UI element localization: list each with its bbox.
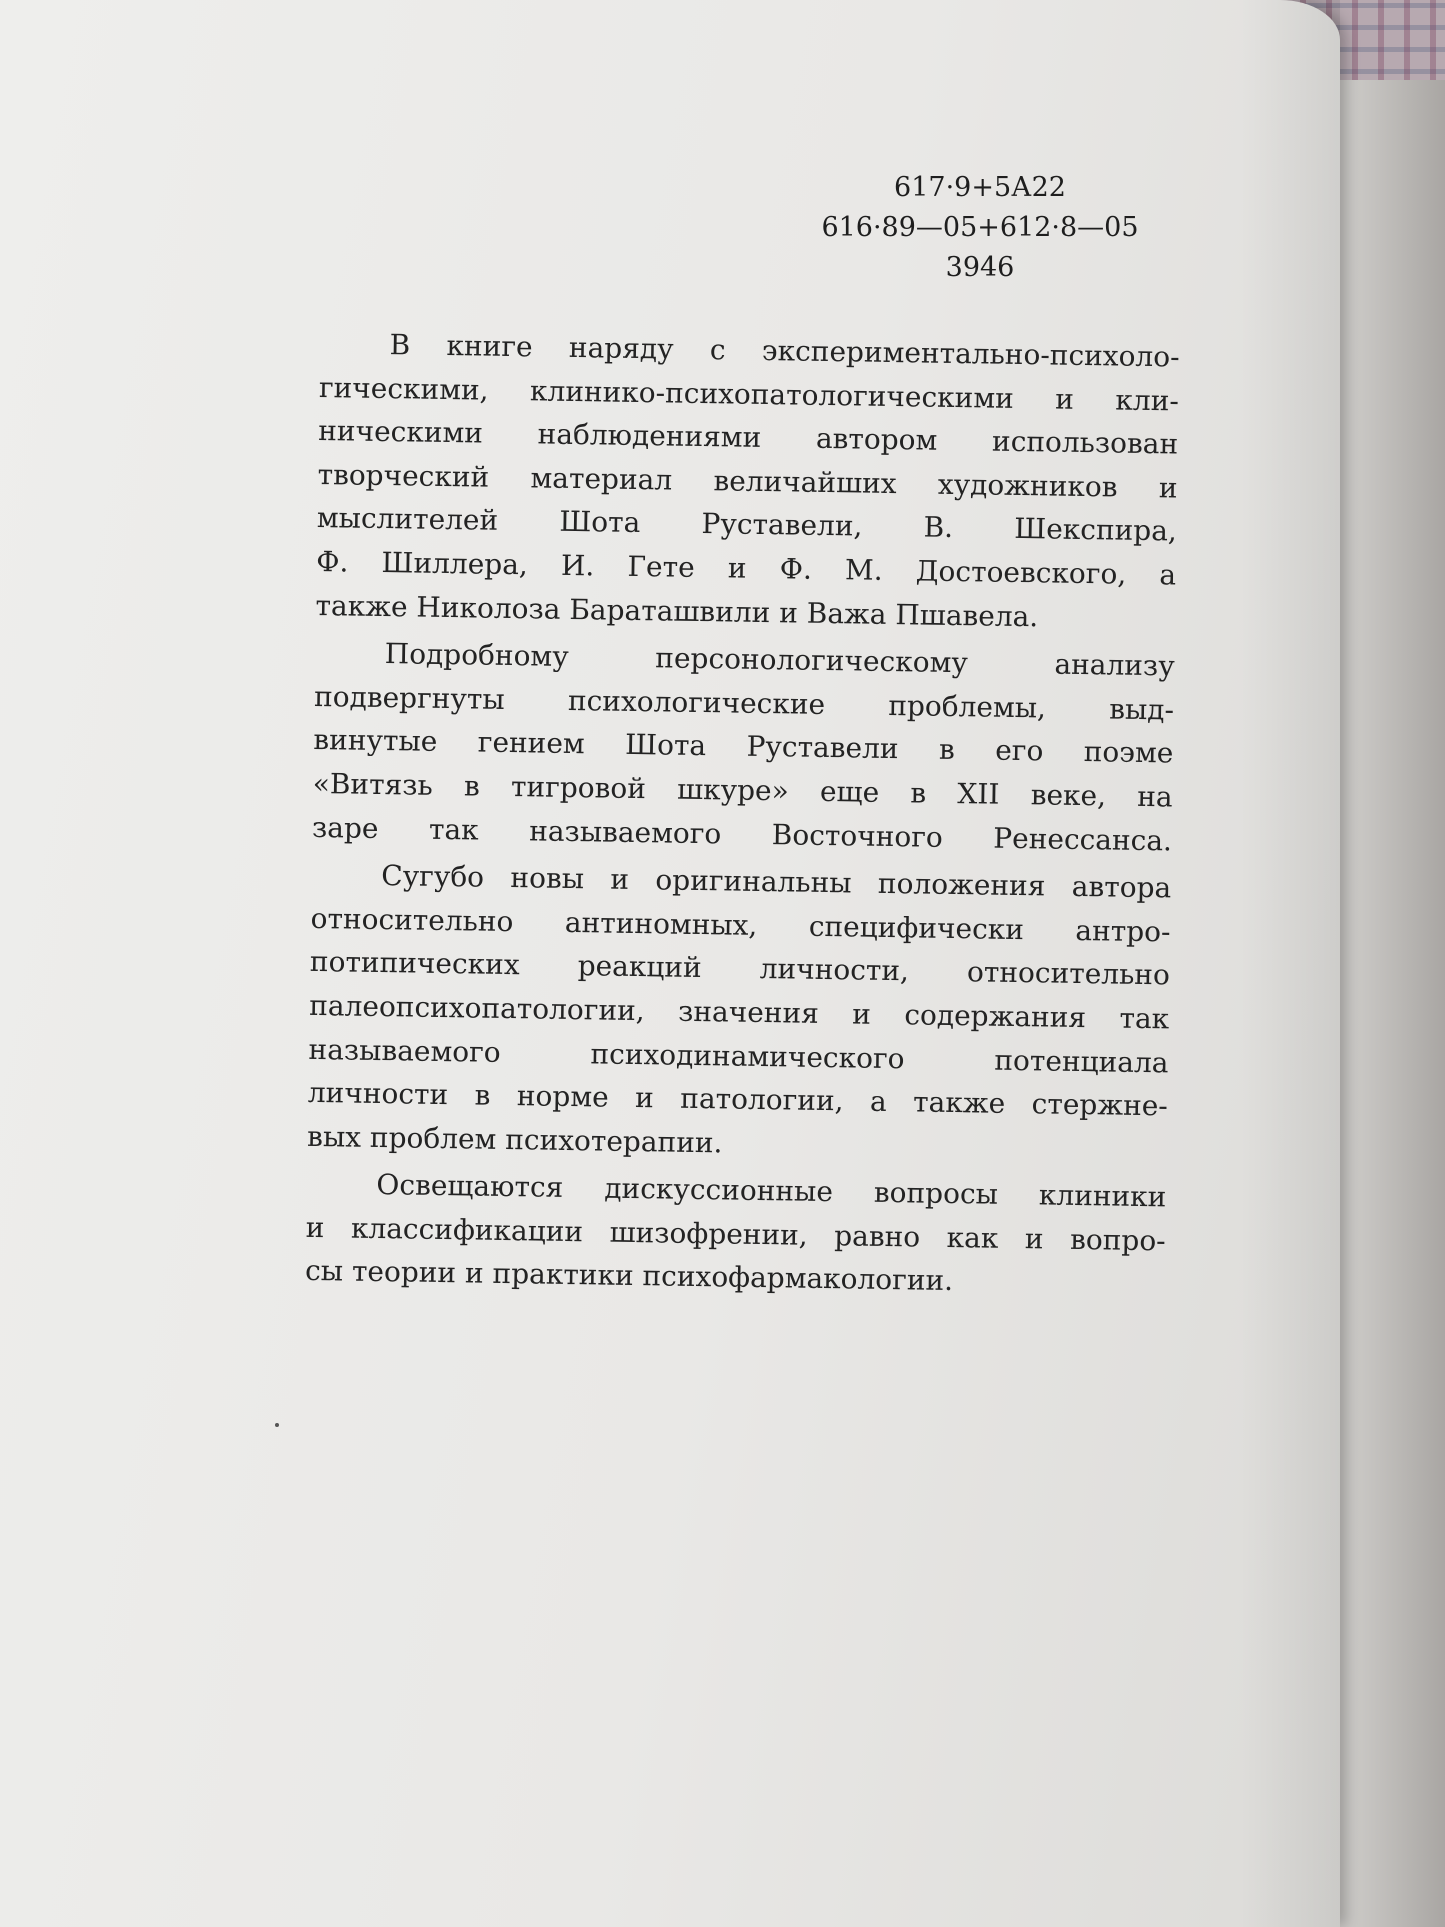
text-line: мыслителей Шота Руставели, В. Шекспира, <box>316 501 1178 548</box>
text-line: Сугубо новы и оригинальны положения автора <box>381 859 1172 905</box>
text-line: «Витязь в тигровой шкуре» еще в XII веке, на <box>312 766 1173 814</box>
text-line: личности в норме и патологии, а также стержне- <box>307 1076 1169 1123</box>
classification-line: 617·9+5А22 <box>894 172 1066 203</box>
text-line: заре так называемого Восточного Ренессанса. <box>311 810 1173 857</box>
text-line: Освещаются дискуссионные вопросы клиники <box>376 1168 1167 1214</box>
text-line: Подробному персонологическому анализу <box>384 637 1175 683</box>
text-line: также Николоза Бараташвили и Важа Пшавела. <box>315 588 1039 633</box>
classification-line: 616·89—05+612·8—05 <box>821 212 1139 243</box>
classification-codes <box>780 168 1180 288</box>
text-line: В книге наряду с экспериментально-психоло- <box>389 328 1180 374</box>
classification-line: 3946 <box>945 252 1015 283</box>
text-line: Ф. Шиллера, И. Гете и Ф. М. Достоевского, а <box>315 544 1177 592</box>
text-line: относительно антиномных, специфически антро- <box>310 901 1171 949</box>
text-line: вых проблем психотерапии. <box>306 1119 723 1160</box>
paragraph <box>312 631 1175 862</box>
text-line: творческий материал величайших художников и <box>317 457 1178 505</box>
text-line: потипических реакций личности, относительно <box>309 945 1171 992</box>
text-line: и классификации шизофрении, равно как и вопро- <box>305 1210 1166 1258</box>
book-cover-edge <box>1325 80 1445 1927</box>
paragraph <box>315 322 1180 641</box>
paragraph <box>305 1162 1167 1306</box>
text-line: гическими, клинико-психопатологическими и кли- <box>318 370 1180 418</box>
page-shadow <box>1240 0 1340 1927</box>
paper-speck <box>275 1423 279 1427</box>
text-line: ническими наблюдениями автором использован <box>318 414 1179 461</box>
text-line: палеопсихопатологии, значения и содержания так <box>309 988 1170 1036</box>
text-line: винутые гением Шота Руставели в его поэме <box>313 723 1174 770</box>
paragraph <box>307 853 1172 1172</box>
text-line: подвергнуты психологические проблемы, выд- <box>313 679 1175 727</box>
text-line: называемого психодинамического потенциала <box>308 1032 1169 1079</box>
annotation-text <box>305 322 1180 1306</box>
text-line: сы теории и практики психофармакологии. <box>304 1254 954 1298</box>
